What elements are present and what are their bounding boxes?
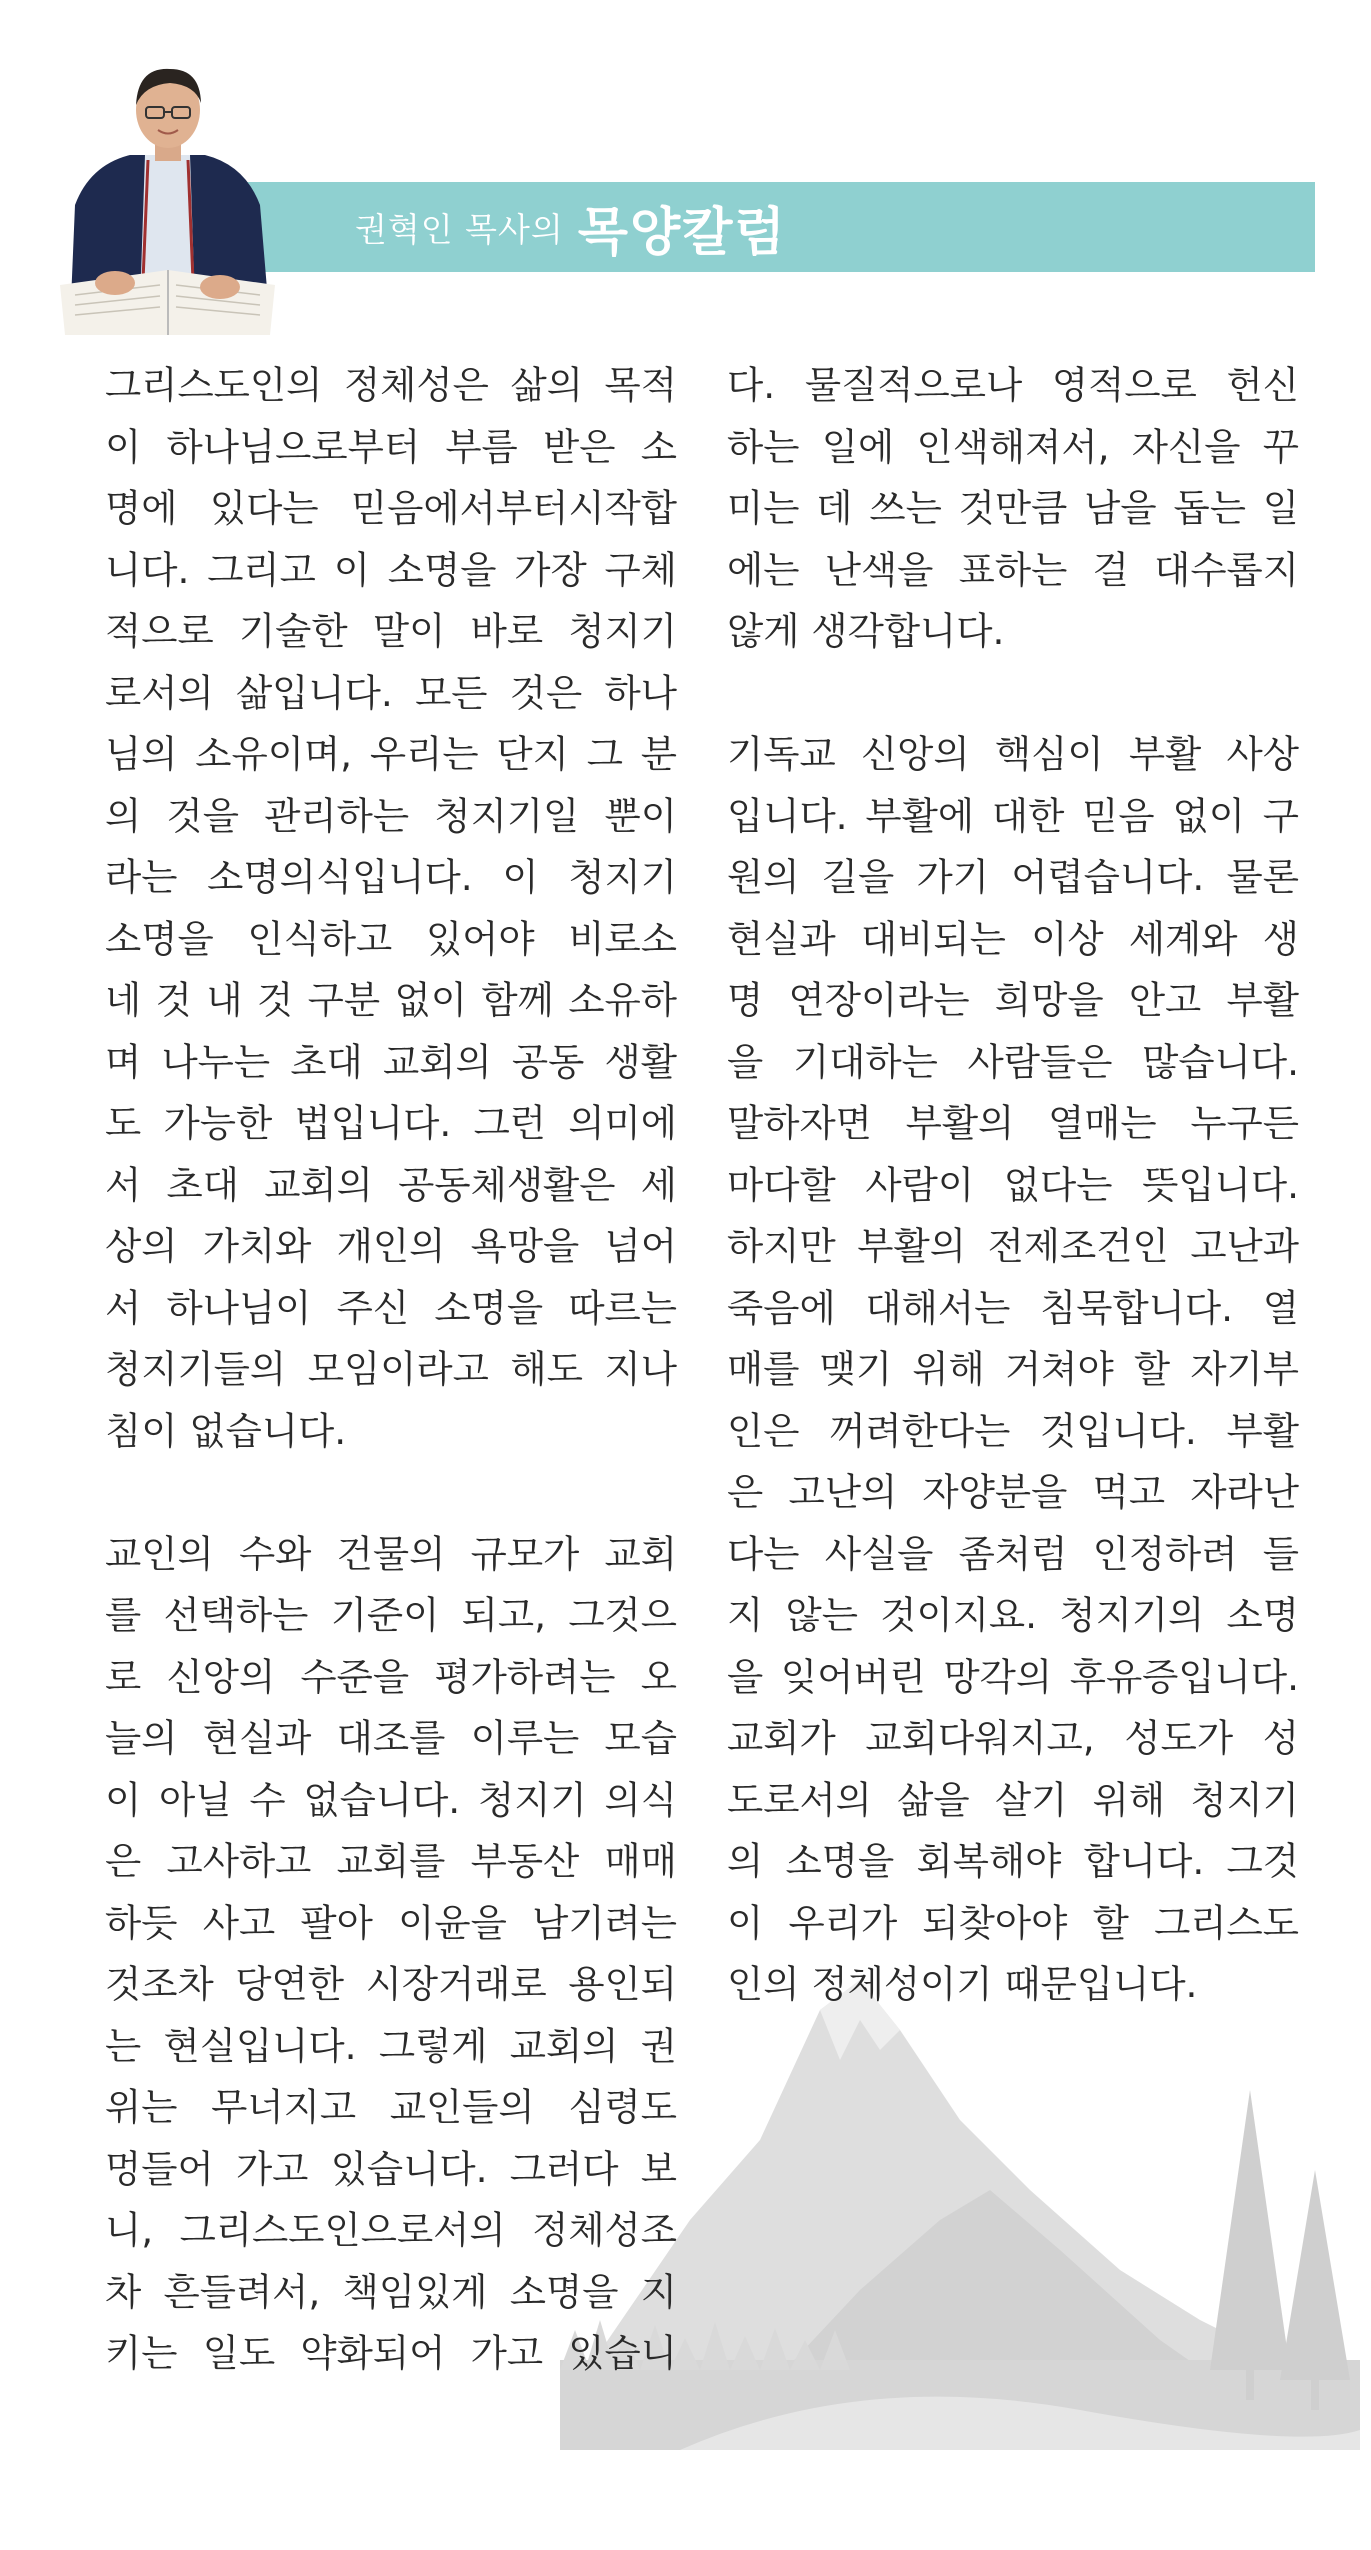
text-line: 늘의 현실과 대조를 이루는 모습	[105, 1716, 677, 1760]
text-line: 의 소명을 회복해야 합니다. 그것	[727, 1839, 1299, 1883]
text-line: 하는 일에 인색해져서, 자신을 꾸	[727, 424, 1299, 469]
text-line: 차 흔들려서, 책임있게 소명을 지	[105, 2269, 677, 2314]
text-line: 명에 있다는 믿음에서부터시작합	[105, 486, 677, 530]
text-line: 로 신앙의 수준을 평가하려는 오	[105, 1654, 677, 1699]
text-line: 키는 일도 약화되어 가고 있습니	[105, 2331, 677, 2375]
text-line: 원의 길을 가기 어렵습니다. 물론	[727, 855, 1299, 899]
text-line: 위는 무너지고 교인들의 심령도	[105, 2085, 677, 2129]
text-line: 교인의 수와 건물의 규모가 교회	[105, 1531, 677, 1576]
text-line: 며 나누는 초대 교회의 공동 생활	[105, 1039, 677, 1084]
left-column	[105, 355, 677, 2385]
text-line: 니다. 그리고 이 소명을 가장 구체	[105, 547, 677, 592]
text-line: 청지기들의 모임이라고 해도 지나	[105, 1347, 677, 1391]
text-line: 을 잊어버린 망각의 후유증입니다.	[727, 1654, 1299, 1699]
right-paragraph-1	[727, 355, 1299, 663]
text-line: 이 아닐 수 없습니다. 청지기 의식	[105, 1777, 677, 1822]
text-line: 은 고난의 자양분을 먹고 자라난	[727, 1470, 1299, 1514]
text-line: 것조차 당연한 시장거래로 용인되	[105, 1962, 677, 2006]
text-line: 인은 꺼려한다는 것입니다. 부활	[727, 1408, 1299, 1453]
text-line: 마다할 사람이 없다는 뜻입니다.	[727, 1162, 1299, 1207]
text-line: 적으로 기술한 말이 바로 청지기	[105, 609, 677, 653]
text-line: 지 않는 것이지요. 청지기의 소명	[727, 1593, 1299, 1637]
text-line: 도 가능한 법입니다. 그런 의미에	[105, 1101, 677, 1145]
header-subtitle: 권혁인 목사의	[355, 209, 564, 249]
text-line: 침이 없습니다.	[105, 1408, 347, 1453]
text-line: 미는 데 쓰는 것만큼 남을 돕는 일	[727, 486, 1299, 530]
text-line: 는 현실입니다. 그렇게 교회의 권	[105, 2023, 677, 2068]
text-line: 기독교 신앙의 핵심이 부활 사상	[727, 732, 1299, 776]
text-line: 의 것을 관리하는 청지기일 뿐이	[105, 793, 677, 838]
text-line: 죽음에 대해서는 침묵합니다. 열	[727, 1285, 1299, 1330]
text-line: 매를 맺기 위해 거쳐야 할 자기부	[727, 1347, 1299, 1391]
right-column	[727, 355, 1299, 2016]
column-header	[355, 182, 787, 272]
text-line: 하지만 부활의 전제조건인 고난과	[727, 1224, 1299, 1268]
text-line: 이 우리가 되찾아야 할 그리스도	[727, 1900, 1299, 1945]
text-line: 서 초대 교회의 공동체생활은 세	[105, 1162, 677, 1207]
text-line: 그리스도인의 정체성은 삶의 목적	[105, 363, 677, 407]
text-line: 니, 그리스도인으로서의 정체성조	[105, 2208, 677, 2252]
text-line: 이 하나님으로부터 부름 받은 소	[105, 424, 677, 469]
left-paragraph-2	[105, 1524, 677, 2385]
text-line: 라는 소명의식입니다. 이 청지기	[105, 855, 677, 899]
text-line: 을 기대하는 사람들은 많습니다.	[727, 1039, 1299, 1084]
header-title: 목양칼럼	[577, 202, 787, 263]
text-line: 하듯 사고 팔아 이윤을 남기려는	[105, 1900, 677, 1945]
text-line: 입니다. 부활에 대한 믿음 없이 구	[727, 793, 1299, 838]
text-line: 네 것 내 것 구분 없이 함께 소유하	[105, 978, 677, 1022]
right-paragraph-2	[727, 724, 1299, 2016]
text-line: 서 하나님이 주신 소명을 따르는	[105, 1285, 677, 1330]
text-line: 에는 난색을 표하는 걸 대수롭지	[727, 547, 1299, 592]
text-line: 교회가 교회다워지고, 성도가 성	[727, 1716, 1299, 1760]
left-paragraph-1	[105, 355, 677, 1462]
text-line: 인의 정체성이기 때문입니다.	[727, 1962, 1198, 2006]
text-line: 상의 가치와 개인의 욕망을 넘어	[105, 1224, 677, 1268]
text-line: 명 연장이라는 희망을 안고 부활	[727, 978, 1299, 1022]
text-line: 말하자면 부활의 열매는 누구든	[727, 1101, 1299, 1145]
text-line: 은 고사하고 교회를 부동산 매매	[105, 1839, 677, 1883]
pastor-portrait-icon	[60, 55, 275, 335]
text-line: 를 선택하는 기준이 되고, 그것으	[105, 1593, 677, 1637]
text-line: 다는 사실을 좀처럼 인정하려 들	[727, 1531, 1299, 1576]
text-line: 멍들어 가고 있습니다. 그러다 보	[105, 2146, 677, 2191]
text-line: 로서의 삶입니다. 모든 것은 하나	[105, 670, 677, 715]
text-line: 소명을 인식하고 있어야 비로소	[105, 916, 677, 961]
text-line: 않게 생각합니다.	[727, 609, 1005, 653]
text-line: 도로서의 삶을 살기 위해 청지기	[727, 1777, 1299, 1822]
text-line: 현실과 대비되는 이상 세계와 생	[727, 916, 1299, 961]
text-line: 님의 소유이며, 우리는 단지 그 분	[105, 732, 677, 776]
text-line: 다. 물질적으로나 영적으로 헌신	[727, 363, 1299, 407]
